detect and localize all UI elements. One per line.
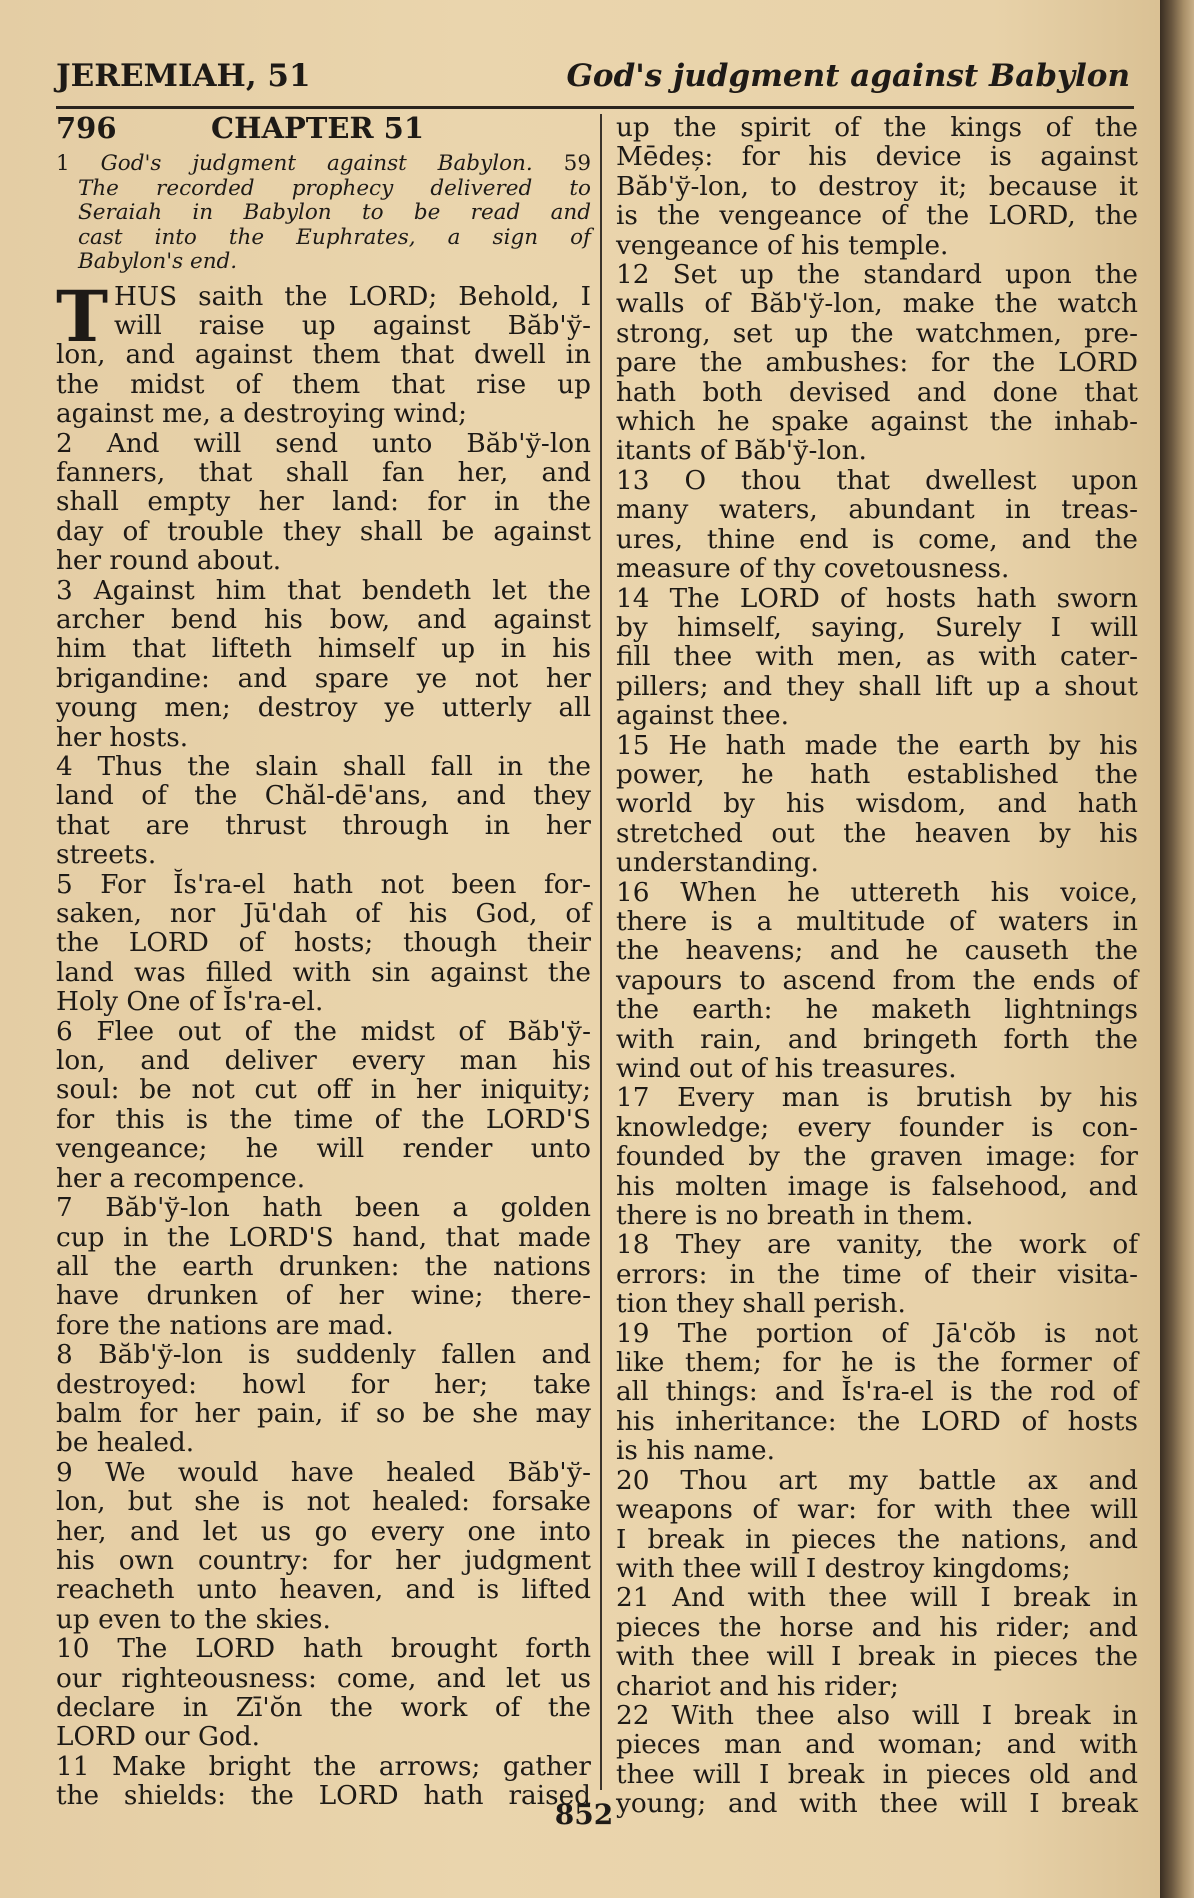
text-line: his own country: for her judgment	[56, 1545, 591, 1576]
text-line: itants of Băb'ў-lon.	[616, 436, 867, 467]
column-divider	[600, 114, 602, 1790]
text-line: hath both devised and done that	[616, 377, 1138, 408]
summary-line: Babylon's end.	[78, 249, 238, 274]
running-header	[56, 56, 1130, 104]
text-line: 16 When he uttereth his voice,	[616, 877, 1138, 908]
text-line: ures, thine end is come, and the	[616, 524, 1138, 555]
text-line: day of trouble they shall be against	[56, 516, 591, 547]
text-line: lon, and deliver every man his	[56, 1046, 591, 1077]
text-line: 7 Băb'ў-lon hath been a golden	[56, 1193, 591, 1224]
summary-line: Seraiah in Babylon to be read and	[78, 200, 591, 225]
page-label: 796	[56, 111, 117, 145]
text-line: land of the Chăl-dē'ans, and they	[56, 781, 591, 812]
text-line: for this is the time of the LORD'S	[56, 1104, 591, 1135]
text-line: be healed.	[56, 1428, 195, 1459]
text-line: cup in the LORD'S hand, that made	[56, 1222, 591, 1253]
text-line: have drunken of her wine; there-	[56, 1281, 591, 1312]
text-line: 3 Against him that bendeth let the	[56, 575, 591, 606]
text-line: her hosts.	[56, 722, 189, 753]
text-line: many waters, abundant in treas-	[616, 495, 1138, 526]
left-column	[56, 111, 591, 1812]
text-line: vengeance of his temple.	[616, 230, 949, 261]
text-line: by himself, saying, Surely I will	[616, 612, 1138, 643]
text-line: up the spirit of the kings of the	[616, 113, 1138, 143]
text-line: there is a multitude of waters in	[616, 906, 1138, 937]
text-line: with thee will I break in pieces the	[616, 1642, 1138, 1673]
chapter-title: CHAPTER 51	[211, 111, 425, 145]
text-line: HUS saith the LORD; Behold, I	[114, 281, 591, 312]
text-line: 19 The portion of Jā'cŏb is not	[616, 1318, 1138, 1349]
text-line: 12 Set up the standard upon the	[616, 260, 1138, 291]
text-line: up even to the skies.	[56, 1604, 331, 1635]
text-line: balm for her pain, if so be she may	[56, 1398, 591, 1429]
text-line: with rain, and bringeth forth the	[616, 1024, 1138, 1055]
text-line: vengeance; he will render unto	[56, 1134, 591, 1165]
text-line: I break in pieces the nations, and	[616, 1524, 1138, 1555]
text-line: measure of thy covetousness.	[616, 554, 1010, 585]
text-line: shall empty her land: for in the	[56, 487, 591, 518]
text-line: his molten image is falsehood, and	[616, 1171, 1138, 1202]
text-line: is his name.	[616, 1436, 775, 1467]
text-line: brigandine: and spare ye not her	[56, 663, 591, 694]
text-line: the shields: the LORD hath raised	[56, 1781, 591, 1812]
text-line: knowledge; every founder is con-	[616, 1112, 1138, 1143]
text-line: power, he hath established the	[616, 759, 1138, 790]
text-line: land was filled with sin against the	[56, 957, 591, 988]
text-line: 13 O thou that dwellest upon	[616, 465, 1138, 496]
text-line: 18 They are vanity, the work of	[616, 1230, 1138, 1261]
text-line: errors: in the time of their visita-	[616, 1259, 1138, 1290]
drop-cap: T	[56, 274, 109, 358]
text-line: pillers; and they shall lift up a shout	[616, 671, 1138, 702]
text-line: all the earth drunken: the nations	[56, 1251, 591, 1282]
text-line: her a recompence.	[56, 1163, 306, 1194]
chapter-summary	[56, 152, 591, 275]
text-line: our righteousness: come, and let us	[56, 1663, 591, 1694]
text-line: saken, nor Jū'dah of his God, of	[56, 899, 591, 930]
header-rule	[56, 106, 1134, 109]
text-line: there is no breath in them.	[616, 1201, 974, 1232]
right-column-text	[616, 114, 1138, 1820]
text-line: his inheritance: the LORD of hosts	[616, 1406, 1138, 1437]
text-line: reacheth unto heaven, and is lifted	[56, 1575, 591, 1606]
text-line: 21 And with thee will I break in	[616, 1583, 1138, 1614]
text-line: destroyed: howl for her; take	[56, 1369, 591, 1400]
text-line: tion they shall perish.	[616, 1289, 906, 1320]
text-line: 5 For Ĭs'ra-el hath not been for-	[56, 869, 591, 900]
text-line: pieces man and woman; and with	[616, 1730, 1138, 1761]
text-line: 10 The LORD hath brought forth	[56, 1634, 591, 1665]
text-line: will raise up against Băb'ў-	[114, 310, 591, 341]
text-line: the heavens; and he causeth the	[616, 936, 1138, 967]
text-line: fore the nations are mad.	[56, 1310, 394, 1341]
text-line: 14 The LORD of hosts hath sworn	[616, 583, 1138, 614]
text-line: fill thee with men, as with cater-	[616, 642, 1138, 673]
text-line: pieces the horse and his rider; and	[616, 1612, 1138, 1643]
text-line: young; and with thee will I break	[616, 1789, 1138, 1820]
text-line: chariot and his rider;	[616, 1671, 899, 1702]
page-number: 852	[554, 1798, 614, 1831]
text-line: pare the ambushes: for the LORD	[616, 348, 1138, 379]
text-line: the midst of them that rise up	[56, 369, 591, 400]
text-line: against me, a destroying wind;	[56, 399, 468, 430]
summary-line: 1 God's judgment against Babylon. 59	[56, 151, 591, 176]
text-line: is the vengeance of the LORD, the	[616, 201, 1138, 232]
text-line: strong, set up the watchmen, pre-	[616, 318, 1138, 349]
text-line: with thee will I destroy kingdoms;	[616, 1553, 1071, 1584]
first-verse-block	[56, 274, 591, 1812]
text-line: soul: be not cut off in her iniquity;	[56, 1075, 591, 1106]
text-line: 17 Every man is brutish by his	[616, 1083, 1138, 1114]
text-line: the earth: he maketh lightnings	[616, 995, 1138, 1026]
text-line: against thee.	[616, 701, 789, 732]
summary-line: cast into the Euphrates, a sign of	[78, 224, 591, 250]
right-column	[616, 114, 1138, 1820]
header-book-chapter: JEREMIAH, 51	[56, 58, 311, 94]
text-line: 8 Băb'ў-lon is suddenly fallen and	[56, 1340, 591, 1371]
chapter-heading	[56, 111, 591, 152]
text-line: which he spake against the inhab-	[616, 407, 1138, 438]
book-spine-shadow	[1160, 0, 1194, 1898]
left-column-text	[56, 274, 591, 1812]
text-line: Holy One of Ĭs'ra-el.	[56, 987, 324, 1018]
text-line: declare in Zī'ŏn the work of the	[56, 1693, 591, 1723]
text-line: lon, and against them that dwell in	[56, 340, 591, 371]
text-line: walls of Băb'ў-lon, make the watch	[616, 289, 1138, 320]
header-topic: God's judgment against Babylon	[566, 58, 1130, 94]
text-line: her, and let us go every one into	[56, 1516, 591, 1547]
text-line: 4 Thus the slain shall fall in the	[56, 752, 591, 782]
text-line: fanners, that shall fan her, and	[56, 457, 591, 488]
text-line: LORD our God.	[56, 1722, 260, 1753]
text-line: her round about.	[56, 546, 282, 577]
text-line: young men; destroy ye utterly all	[56, 693, 591, 724]
text-line: weapons of war: for with thee will	[616, 1495, 1138, 1526]
text-line: 11 Make bright the arrows; gather	[56, 1751, 591, 1782]
text-line: founded by the graven image: for	[616, 1142, 1138, 1173]
text-line: 6 Flee out of the midst of Băb'ў-	[56, 1016, 591, 1047]
text-line: 9 We would have healed Băb'ў-	[56, 1457, 591, 1488]
text-line: wind out of his treasures.	[616, 1054, 957, 1084]
summary-line: The recorded prophecy delivered to	[78, 175, 591, 201]
text-line: Mēdeș: for his device is against	[616, 142, 1138, 173]
text-line: him that lifteth himself up in his	[56, 634, 591, 665]
text-line: 15 He hath made the earth by his	[616, 730, 1138, 761]
text-line: that are thrust through in her	[56, 810, 591, 841]
text-line: all things: and Ĭs'ra-el is the rod of	[616, 1377, 1138, 1408]
text-line: lon, but she is not healed: forsake	[56, 1487, 591, 1518]
text-line: 20 Thou art my battle ax and	[616, 1465, 1138, 1496]
text-line: stretched out the heaven by his	[616, 818, 1138, 849]
text-line: like them; for he is the former of	[616, 1348, 1138, 1379]
text-line: the LORD of hosts; though their	[56, 928, 591, 959]
text-line: thee will I break in pieces old and	[616, 1759, 1138, 1790]
text-line: Băb'ў-lon, to destroy it; because it	[616, 171, 1138, 202]
text-line: understanding.	[616, 848, 819, 879]
text-line: streets.	[56, 840, 157, 871]
text-line: archer bend his bow, and against	[56, 604, 591, 635]
text-line: vapours to ascend from the ends of	[616, 965, 1138, 996]
text-line: 2 And will send unto Băb'ў-lon	[56, 428, 591, 459]
text-line: world by his wisdom, and hath	[616, 789, 1138, 820]
text-line: 22 With thee also will I break in	[616, 1700, 1138, 1731]
